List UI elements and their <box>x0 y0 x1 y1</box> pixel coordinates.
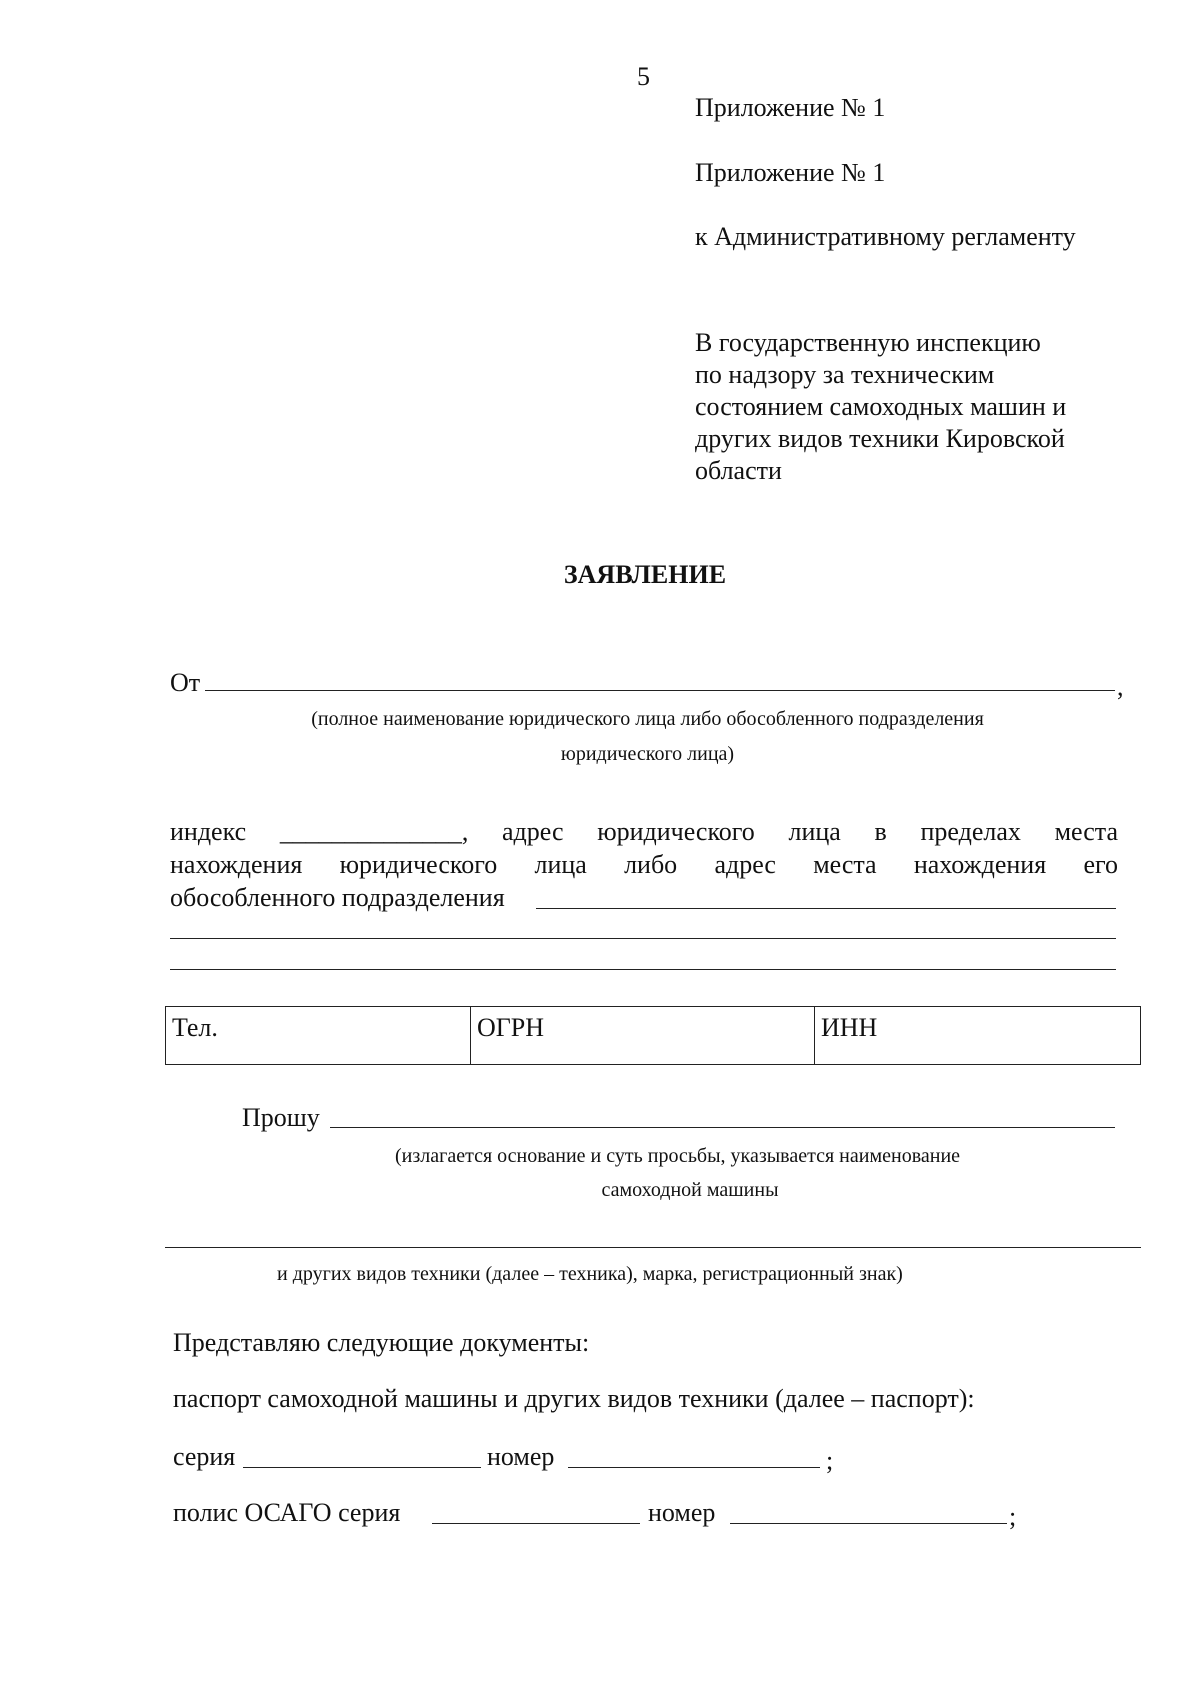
ogrn-label: ОГРН <box>477 1013 545 1042</box>
appendix-label: Приложение № 1 <box>695 93 886 122</box>
phone-label: Тел. <box>172 1013 218 1042</box>
osago-series-label: полис ОСАГО серия <box>173 1498 401 1527</box>
documents-intro: Представляю следующие документы: <box>173 1328 590 1357</box>
request-hint: (излагается основание и суть просьбы, указывается наименование <box>395 1145 961 1167</box>
request-hint-final: и других видов техники (далее – техника), марка, регистрационный знак) <box>277 1263 903 1285</box>
applicant-hint-continued: юридического лица) <box>560 743 735 765</box>
request-field[interactable] <box>330 1127 1115 1128</box>
index-field[interactable]: ______________, <box>279 817 469 846</box>
applicant-comma: , <box>1117 672 1124 701</box>
address-field[interactable] <box>536 908 1116 909</box>
series-label: серия <box>173 1442 236 1471</box>
osago-number-field[interactable] <box>730 1523 1007 1524</box>
addressee-line: по надзору за техническим <box>695 360 995 389</box>
applicant-hint: (полное наименование юридического лица либо обособленного подразделения <box>311 708 984 730</box>
addressee-line: других видов техники Кировской <box>695 424 1065 453</box>
ogrn-cell[interactable] <box>471 1007 815 1065</box>
inn-cell[interactable] <box>815 1007 1141 1065</box>
address-line-2: нахождения юридического лица либо адрес места нахождения его <box>170 850 1118 879</box>
passport-semicolon: ; <box>826 1446 834 1475</box>
passport-series-field[interactable] <box>243 1467 481 1468</box>
osago-semicolon: ; <box>1009 1502 1017 1531</box>
address-line-1: индекс ______________, адрес юридического лица в пределах места <box>170 817 1118 846</box>
inn-label: ИНН <box>821 1013 878 1042</box>
address-field-continued[interactable] <box>170 938 1116 939</box>
number-label: номер <box>487 1442 555 1471</box>
addressee-block <box>695 327 1125 487</box>
page-number: 5 <box>637 62 650 91</box>
table-row <box>166 1007 1141 1065</box>
applicant-name-field[interactable] <box>205 690 1115 691</box>
addressee-line: состоянием самоходных машин и <box>695 392 1067 421</box>
from-label: От <box>170 668 201 697</box>
appendix-label-repeat: Приложение № 1 <box>695 158 886 187</box>
request-field-continued[interactable] <box>165 1247 1141 1248</box>
request-hint-continued: самоходной машины <box>601 1179 779 1201</box>
request-label: Прошу <box>242 1103 320 1132</box>
osago-number-label: номер <box>648 1498 716 1527</box>
osago-series-field[interactable] <box>432 1523 640 1524</box>
address-field-continued-2[interactable] <box>170 969 1116 970</box>
passport-line: паспорт самоходной машины и других видов техники (далее – паспорт): <box>173 1384 975 1413</box>
passport-number-field[interactable] <box>568 1467 820 1468</box>
index-label: индекс <box>170 817 247 846</box>
contacts-table <box>165 1006 1141 1065</box>
addressee-line: области <box>695 456 782 485</box>
document-title: ЗАЯВЛЕНИЕ <box>563 560 727 589</box>
addressee-line: В государственную инспекцию <box>695 328 1041 357</box>
regulation-reference: к Административному регламенту <box>695 222 1076 251</box>
phone-cell[interactable] <box>166 1007 471 1065</box>
address-line-3-label: обособленного подразделения <box>170 883 505 912</box>
